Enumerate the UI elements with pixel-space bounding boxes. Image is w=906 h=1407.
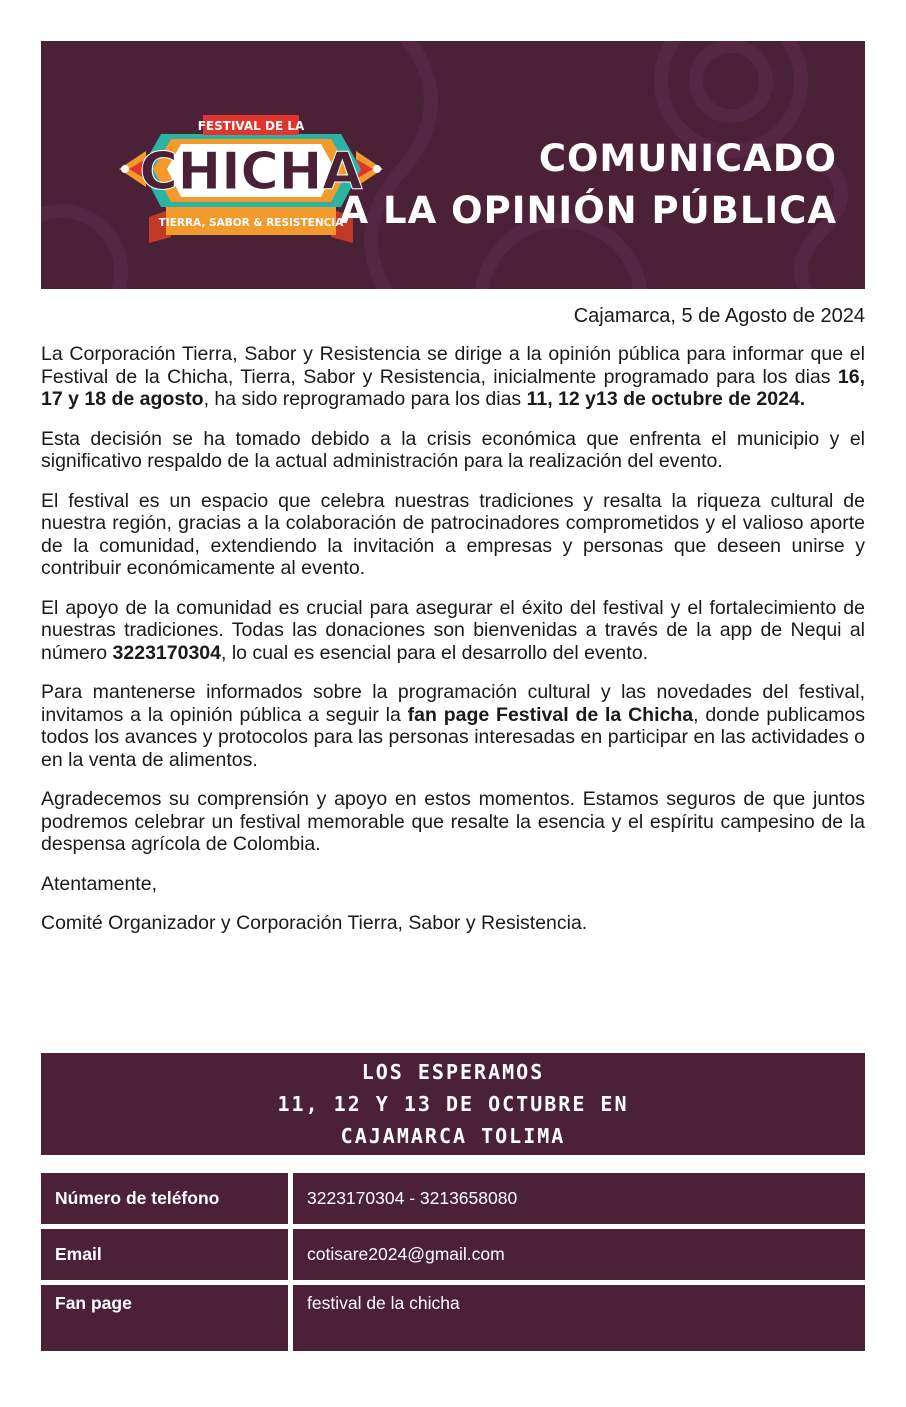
paragraph-3: El festival es un espacio que celebra nuestras tradiciones y resalta la riqueza cultural de nuestra región, gracias a la colaboración de patrocinadores comprometidos y el valioso aporte de la comunidad, extendiendo la invitación a empresas y personas que deseen unirse y contribuir económicamente al evento. [41, 489, 865, 579]
paragraph-4 [41, 597, 865, 665]
paragraph-1-text: La Corporación Tierra, Sabor y Resistencia se dirige a la opinión pública para informar que el Festival de la Chicha, Tierra, Sabor y Resistencia, inicialmente programado para los dias [41, 343, 865, 388]
logo-main-text: CHICHA [139, 142, 363, 202]
email-label: Email [41, 1229, 288, 1280]
contact-row-fanpage [41, 1285, 865, 1351]
paragraph-1 [41, 343, 865, 411]
fan-page-mention: fan page Festival de la Chicha [407, 703, 694, 726]
paragraph-2: Esta decisión se ha tomado debido a la crisis económica que enfrenta el municipio y el significativo respaldo de la actual administración para la realización del evento. [41, 427, 865, 472]
banner-line-3: CAJAMARCA TOLIMA [340, 1124, 566, 1148]
phone-value: 3223170304 - 3213658080 [293, 1173, 865, 1224]
fanpage-value: festival de la chicha [293, 1285, 865, 1351]
email-value: cotisare2024@gmail.com [293, 1229, 865, 1280]
original-dates: 16, 17 y 18 de agosto [41, 365, 865, 410]
paragraph-4-text: El apoyo de la comunidad es crucial para asegurar el éxito del festival y el fortalecimiento de nuestras tradiciones. Todas las donaciones son bienvenidas a través de la app de Nequi al número [41, 596, 865, 664]
logo-top-text: FESTIVAL DE LA [197, 119, 305, 133]
header-banner [41, 41, 865, 289]
title-line-2: A LA OPINIÓN PÚBLICA [339, 189, 837, 232]
contact-row-phone [41, 1173, 865, 1224]
paragraph-5 [41, 681, 865, 771]
new-dates: 11, 12 y13 de octubre de 2024. [526, 388, 806, 410]
contact-row-email [41, 1229, 865, 1280]
paragraph-5-text-2: , donde publicamos todos los avances y protocolos para las personas interesadas en participar en las actividades o en la venta de alimentos. [41, 703, 865, 771]
paragraph-6: Agradecemos su comprensión y apoyo en estos momentos. Estamos seguros de que juntos podremos celebrar un festival memorable que resalte la esencia y el espíritu campesino de la despensa agrícola de Colombia. [41, 788, 865, 855]
title-line-1: COMUNICADO [538, 137, 837, 180]
nequi-number: 3223170304 [112, 641, 221, 664]
signature: Comité Organizador y Corporación Tierra, Sabor y Resistencia. [41, 912, 588, 934]
banner-line-1: LOS ESPERAMOS [361, 1060, 545, 1084]
document-date: Cajamarca, 5 de Agosto de 2024 [573, 305, 865, 327]
logo-ribbon-text: TIERRA, SABOR & RESISTENCIA [158, 217, 344, 229]
fanpage-label: Fan page [41, 1285, 288, 1351]
paragraph-5-text: Para mantenerse informados sobre la programación cultural y las novedades del festival, invitamos a la opinión pública a seguir la [41, 681, 865, 726]
paragraph-4-text-2: , lo cual es esencial para el desarrollo del evento. [221, 641, 649, 664]
page-title [340, 133, 837, 237]
banner-line-2: 11, 12 Y 13 DE OCTUBRE EN [277, 1092, 629, 1116]
paragraph-1-text-2: , ha sido reprogramado para los dias [203, 388, 527, 410]
event-banner [41, 1053, 865, 1155]
document-body [41, 343, 865, 952]
phone-label: Número de teléfono [41, 1173, 288, 1224]
closing: Atentamente, [41, 872, 157, 895]
